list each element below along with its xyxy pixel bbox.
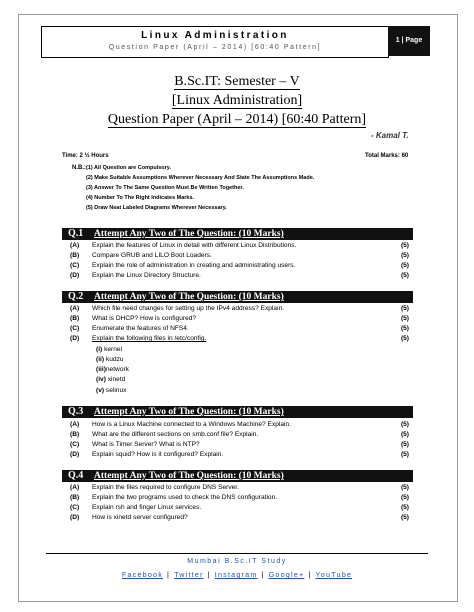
footer-social-links: Facebook | Twitter | Instagram | Google+ | YouTube <box>121 570 353 579</box>
question-row: (B) Compare GRUB and LILO Boot Loaders. (5) <box>70 252 409 259</box>
question-row: (B) What are the different sections on smb.conf file? Explain. (5) <box>70 431 409 438</box>
section-number: Q.3 <box>68 406 84 417</box>
section-number: Q.4 <box>68 470 84 481</box>
sub-item: (v) selinux <box>96 387 127 394</box>
section-number: Q.1 <box>68 228 84 239</box>
question-row: (A) How is a Linux Machine connected to a Windows Machine? Explain. (5) <box>70 421 409 428</box>
section-title: Attempt Any Two of The Question: (10 Marks) <box>94 292 284 302</box>
question-row: (D) Explain the following files in /etc/config. (5) <box>70 335 409 342</box>
page-number-badge: 1 | Page <box>388 26 430 56</box>
sub-item: (i) kernel <box>96 346 123 353</box>
section-title: Attempt Any Two of The Question: (10 Marks) <box>94 407 284 417</box>
question-row: (C) What is Timer Server? What is NTP? (5) <box>70 441 409 448</box>
question-row: (D) Explain the Linux Directory Structure. (5) <box>70 272 409 279</box>
question-row: (A) Explain the files required to configure DNS Server. (5) <box>70 484 409 491</box>
section-number: Q.2 <box>68 291 84 302</box>
question-row: (C) Explain rsh and finger Linux services. (5) <box>70 504 409 511</box>
question-row: (D) How is xinetd server configured? (5) <box>70 514 409 521</box>
question-row: (B) Explain the two programs used to check the DNS configuration. (5) <box>70 494 409 501</box>
header-subtitle: Question Paper (April – 2014) [60:40 Pattern] <box>108 44 322 51</box>
footer-divider <box>46 553 428 554</box>
section-header-q4 <box>62 470 413 482</box>
section-title: Attempt Any Two of The Question: (10 Marks) <box>94 471 284 481</box>
header-title: Linux Administration <box>141 30 289 41</box>
page-header <box>41 26 389 58</box>
title-subject: [Linux Administration] <box>171 93 303 108</box>
question-row: (B) What is DHCP? How is configured? (5) <box>70 315 409 322</box>
section-header-q2 <box>62 291 413 303</box>
instagram-link[interactable]: Instagram <box>214 570 258 579</box>
section-header-q1 <box>62 228 413 240</box>
question-row: (C) Enumerate the features of NFS4. (5) <box>70 325 409 332</box>
question-row: (A) Which file need changes for setting up the IPv4 address? Explain. (5) <box>70 305 409 312</box>
note-item: (2) Make Suitable Assumptions Wherever Necessary And State The Assumptions Made. <box>86 175 315 181</box>
google-plus-link[interactable]: Google+ <box>268 570 305 579</box>
note-item: (5) Draw Neat Labeled Diagrams Wherever Necessary. <box>86 205 227 211</box>
nb-label: N.B.: <box>72 165 86 171</box>
question-row: (D) Explain squid? How is it configured? Explain. (5) <box>70 451 409 458</box>
note-item: (1) All Question are Compulsory. <box>86 165 171 171</box>
section-header-q3 <box>62 406 413 418</box>
note-item: (4) Number To The Right Indicates Marks. <box>86 195 195 201</box>
total-marks: Total Marks: 60 <box>365 153 409 159</box>
sub-item: (iii)network <box>96 366 129 373</box>
section-title: Attempt Any Two of The Question: (10 Marks) <box>94 229 284 239</box>
sub-item: (iv) xinetd <box>96 376 126 383</box>
author-signature: - Kamal T. <box>371 131 409 140</box>
title-semester: B.Sc.IT: Semester – V <box>174 74 300 89</box>
sub-item: (ii) kudzu <box>96 356 124 363</box>
question-row: (A) Explain the features of Linux in detail with different Linux Distributions. (5) <box>70 242 409 249</box>
facebook-link[interactable]: Facebook <box>121 570 164 579</box>
question-row: (C) Explain the role of administration in creating and administrating users. (5) <box>70 262 409 269</box>
youtube-link[interactable]: YouTube <box>315 570 353 579</box>
footer-brand: Mumbai B.Sc.IT Study <box>187 558 287 565</box>
twitter-link[interactable]: Twitter <box>174 570 204 579</box>
note-item: (3) Answer To The Same Question Must Be Written Together. <box>86 185 244 191</box>
time-allowed: Time: 2 ½ Hours <box>62 153 109 159</box>
title-paper: Question Paper (April – 2014) [60:40 Pattern] <box>107 112 367 127</box>
